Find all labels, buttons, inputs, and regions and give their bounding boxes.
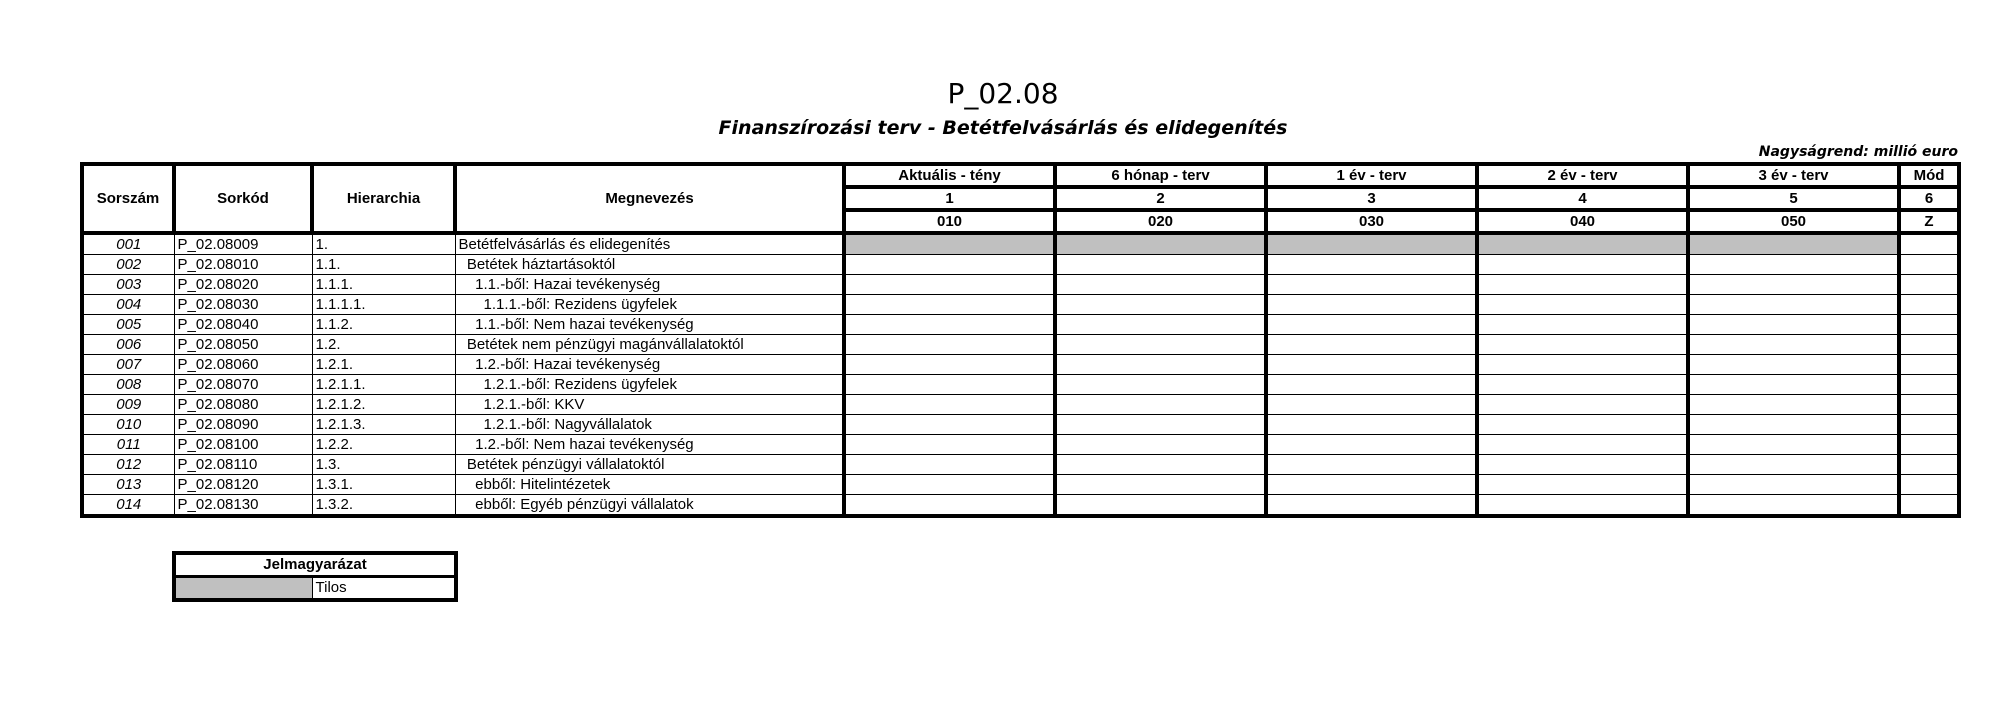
row-sorkod: P_02.08130 [174,495,312,517]
value-cell[interactable] [1688,455,1899,475]
value-cell[interactable] [1477,335,1688,355]
table-row [82,275,1959,295]
value-cell[interactable] [1477,275,1688,295]
value-cell[interactable] [1899,435,1959,455]
col-header-code: 020 [1055,210,1266,233]
value-cell[interactable] [1055,375,1266,395]
value-cell[interactable] [1055,295,1266,315]
value-cell[interactable] [844,475,1055,495]
row-hierarchia: 1.3.1. [312,475,455,495]
row-sorkod: P_02.08010 [174,255,312,275]
value-cell[interactable] [1899,475,1959,495]
row-hierarchia: 1.2.1. [312,355,455,375]
col-header-label: Mód [1899,164,1959,187]
value-cell[interactable] [1688,375,1899,395]
value-cell[interactable] [1266,355,1477,375]
value-cell[interactable] [1477,495,1688,517]
row-sorszam: 011 [82,435,174,455]
value-cell[interactable] [1899,275,1959,295]
value-cell[interactable] [1266,375,1477,395]
value-cell[interactable] [1266,455,1477,475]
value-cell[interactable] [1477,315,1688,335]
value-cell[interactable] [844,335,1055,355]
row-hierarchia: 1.2.2. [312,435,455,455]
value-cell[interactable] [1688,495,1899,517]
value-cell[interactable] [1055,455,1266,475]
col-header-code: 050 [1688,210,1899,233]
value-cell[interactable] [1266,335,1477,355]
row-sorkod: P_02.08080 [174,395,312,415]
table-row [82,295,1959,315]
col-header-label: 3 év - terv [1688,164,1899,187]
report-table [80,162,1961,518]
row-megnevezes: Betétek pénzügyi vállalatoktól [455,455,844,475]
col-header-code: Z [1899,210,1959,233]
value-cell[interactable] [1477,455,1688,475]
value-cell[interactable] [844,295,1055,315]
row-megnevezes: 1.2.-ből: Nem hazai tevékenység [455,435,844,455]
value-cell[interactable] [1899,315,1959,335]
value-cell[interactable] [1055,335,1266,355]
value-cell [1266,233,1477,255]
row-hierarchia: 1.3.2. [312,495,455,517]
value-cell[interactable] [1477,475,1688,495]
value-cell[interactable] [1688,255,1899,275]
col-header-num: 6 [1899,187,1959,210]
value-cell[interactable] [1899,495,1959,517]
row-megnevezes: 1.1.1.-ből: Rezidens ügyfelek [455,295,844,315]
row-sorkod: P_02.08020 [174,275,312,295]
col-header-num: 5 [1688,187,1899,210]
value-cell[interactable] [1266,255,1477,275]
value-cell[interactable] [1055,315,1266,335]
value-cell[interactable] [1688,395,1899,415]
row-sorszam: 009 [82,395,174,415]
table-row [82,495,1959,517]
value-cell[interactable] [1477,435,1688,455]
col-header-num: 4 [1477,187,1688,210]
row-hierarchia: 1. [312,233,455,255]
value-cell[interactable] [1266,315,1477,335]
table-row [82,315,1959,335]
value-cell[interactable] [1899,395,1959,415]
row-megnevezes: ebből: Hitelintézetek [455,475,844,495]
row-hierarchia: 1.1.1. [312,275,455,295]
value-cell[interactable] [1477,255,1688,275]
value-cell[interactable] [844,315,1055,335]
value-cell[interactable] [1688,435,1899,455]
table-row [82,375,1959,395]
value-cell[interactable] [1688,315,1899,335]
row-megnevezes: ebből: Egyéb pénzügyi vállalatok [455,495,844,517]
table-row [82,255,1959,275]
table-row [82,233,1959,255]
value-cell[interactable] [844,375,1055,395]
row-megnevezes: 1.2.1.-ből: KKV [455,395,844,415]
header-megnevezes: Megnevezés [455,164,844,233]
col-header-code: 030 [1266,210,1477,233]
value-cell[interactable] [1055,355,1266,375]
row-megnevezes: Betétfelvásárlás és elidegenítés [455,233,844,255]
header-row-labels [82,164,1959,187]
legend-label: Tilos [312,577,456,601]
col-header-label: 2 év - terv [1477,164,1688,187]
value-cell[interactable] [1899,335,1959,355]
row-sorkod: P_02.08060 [174,355,312,375]
value-cell[interactable] [1266,275,1477,295]
row-sorszam: 006 [82,335,174,355]
row-sorkod: P_02.08009 [174,233,312,255]
unit-label: Nagyságrend: millió euro [1758,144,1958,160]
col-header-label: Aktuális - tény [844,164,1055,187]
legend-table [172,551,458,602]
col-header-code: 010 [844,210,1055,233]
row-sorkod: P_02.08120 [174,475,312,495]
value-cell [1688,233,1899,255]
table-row [82,415,1959,435]
row-megnevezes: Betétek háztartásoktól [455,255,844,275]
row-sorszam: 001 [82,233,174,255]
page-title: P_02.08 [947,77,1059,110]
table-row [82,455,1959,475]
col-header-num: 2 [1055,187,1266,210]
col-header-num: 1 [844,187,1055,210]
header-sorkod: Sorkód [174,164,312,233]
row-hierarchia: 1.2.1.1. [312,375,455,395]
value-cell[interactable] [844,495,1055,517]
value-cell[interactable] [1477,415,1688,435]
row-sorszam: 013 [82,475,174,495]
row-sorszam: 005 [82,315,174,335]
row-sorkod: P_02.08100 [174,435,312,455]
value-cell[interactable] [1899,455,1959,475]
value-cell[interactable] [844,275,1055,295]
value-cell[interactable] [1266,415,1477,435]
value-cell[interactable] [1899,415,1959,435]
page-subtitle: Finanszírozási terv - Betétfelvásárlás és elidegenítés [718,117,1288,139]
value-cell[interactable] [1266,435,1477,455]
table-row [82,475,1959,495]
row-hierarchia: 1.3. [312,455,455,475]
header-sorszam: Sorszám [82,164,174,233]
row-megnevezes: 1.2.1.-ből: Rezidens ügyfelek [455,375,844,395]
legend-swatch [174,577,312,601]
value-cell[interactable] [1266,495,1477,517]
row-sorszam: 014 [82,495,174,517]
table-row [82,435,1959,455]
row-megnevezes: 1.2.-ből: Hazai tevékenység [455,355,844,375]
row-sorszam: 004 [82,295,174,315]
row-hierarchia: 1.2.1.3. [312,415,455,435]
value-cell[interactable] [844,415,1055,435]
row-megnevezes: 1.1.-ből: Nem hazai tevékenység [455,315,844,335]
row-hierarchia: 1.2.1.2. [312,395,455,415]
value-cell [844,233,1055,255]
value-cell[interactable] [1899,355,1959,375]
row-sorszam: 008 [82,375,174,395]
value-cell[interactable] [1688,475,1899,495]
value-cell[interactable] [1688,355,1899,375]
row-sorszam: 012 [82,455,174,475]
value-cell[interactable] [1055,475,1266,495]
value-cell[interactable] [1477,355,1688,375]
row-sorszam: 002 [82,255,174,275]
value-cell[interactable] [1688,275,1899,295]
table-row [82,355,1959,375]
value-cell[interactable] [1899,233,1959,255]
row-sorkod: P_02.08070 [174,375,312,395]
row-hierarchia: 1.2. [312,335,455,355]
value-cell[interactable] [1055,275,1266,295]
col-header-label: 1 év - terv [1266,164,1477,187]
row-sorkod: P_02.08110 [174,455,312,475]
value-cell[interactable] [844,395,1055,415]
col-header-label: 6 hónap - terv [1055,164,1266,187]
legend-title: Jelmagyarázat [174,553,456,577]
row-sorszam: 003 [82,275,174,295]
value-cell[interactable] [1688,415,1899,435]
value-cell[interactable] [1477,395,1688,415]
row-sorkod: P_02.08050 [174,335,312,355]
value-cell[interactable] [1055,415,1266,435]
legend-item [174,577,456,601]
value-cell[interactable] [844,355,1055,375]
row-megnevezes: Betétek nem pénzügyi magánvállalatoktól [455,335,844,355]
value-cell[interactable] [1899,255,1959,275]
col-header-code: 040 [1477,210,1688,233]
value-cell[interactable] [1055,495,1266,517]
value-cell[interactable] [844,255,1055,275]
table-body [82,233,1959,516]
value-cell[interactable] [1266,475,1477,495]
row-megnevezes: 1.2.1.-ből: Nagyvállalatok [455,415,844,435]
value-cell[interactable] [1266,395,1477,415]
value-cell[interactable] [1477,375,1688,395]
value-cell[interactable] [1688,335,1899,355]
value-cell[interactable] [1055,435,1266,455]
row-sorszam: 010 [82,415,174,435]
value-cell[interactable] [1055,255,1266,275]
row-sorkod: P_02.08030 [174,295,312,315]
row-megnevezes: 1.1.-ből: Hazai tevékenység [455,275,844,295]
value-cell[interactable] [1055,395,1266,415]
header-hierarchia: Hierarchia [312,164,455,233]
value-cell[interactable] [1266,295,1477,315]
value-cell [1055,233,1266,255]
table-row [82,395,1959,415]
row-hierarchia: 1.1. [312,255,455,275]
row-hierarchia: 1.1.1.1. [312,295,455,315]
value-cell[interactable] [1899,375,1959,395]
row-sorkod: P_02.08090 [174,415,312,435]
row-sorkod: P_02.08040 [174,315,312,335]
row-hierarchia: 1.1.2. [312,315,455,335]
row-sorszam: 007 [82,355,174,375]
value-cell[interactable] [844,435,1055,455]
table-row [82,335,1959,355]
value-cell[interactable] [1688,295,1899,315]
value-cell[interactable] [1899,295,1959,315]
value-cell[interactable] [844,455,1055,475]
value-cell [1477,233,1688,255]
col-header-num: 3 [1266,187,1477,210]
value-cell[interactable] [1477,295,1688,315]
